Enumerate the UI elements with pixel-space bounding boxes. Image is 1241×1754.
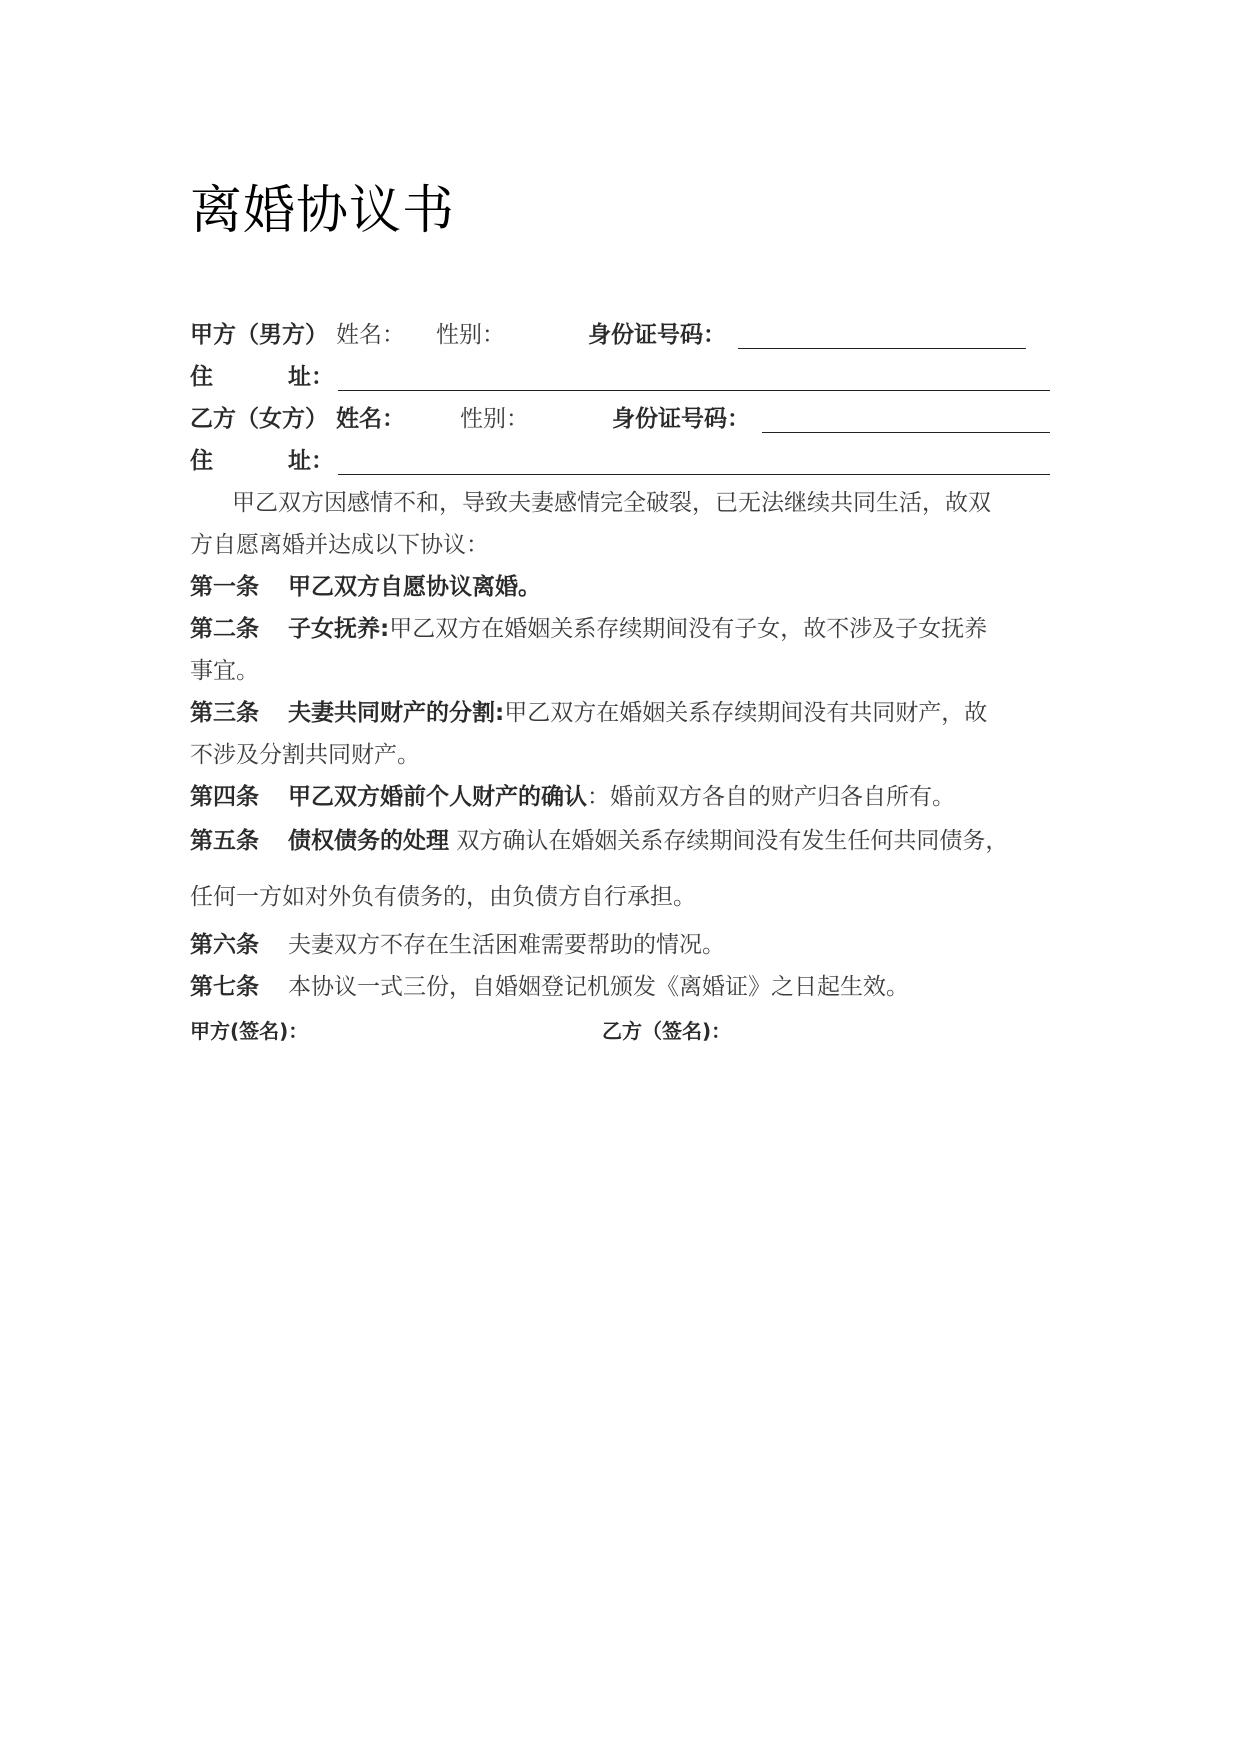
preamble-line-2: 方自愿离婚并达成以下协议： [190,532,489,558]
address-a-underline [338,390,1050,391]
article-6-text: 夫妻双方不存在生活困难需要帮助的情况。 [288,932,725,958]
address-b-label-1: 住 [190,448,213,474]
party-a-label: 甲方（男方） [190,322,328,348]
document-title: 离婚协议书 [190,181,456,241]
article-1-heading: 甲乙双方自愿协议离婚。 [288,574,541,600]
preamble-line-1: 甲乙双方因感情不和，导致夫妻感情完全破裂，已无法继续共同生活，故双 [232,490,991,516]
party-a-gender-label: 性别： [436,322,505,348]
party-b-id-label: 身份证号码： [612,406,750,432]
address-b-label-2: 址： [288,448,334,474]
article-2-cont: 事宜。 [190,658,259,684]
article-5-num: 第五条 [190,828,259,854]
article-5-text: 双方确认在婚姻关系存续期间没有发生任何共同债务， [456,828,1009,854]
article-4-text: 婚前双方各自的财产归各自所有。 [610,784,955,810]
party-b-gender-label: 性别： [460,406,529,432]
article-3-num: 第三条 [190,700,259,726]
address-a-label-1: 住 [190,364,213,390]
address-b-underline [338,474,1050,475]
article-6-num: 第六条 [190,932,259,958]
article-3-cont: 不涉及分割共同财产。 [190,742,420,768]
address-a-label-2: 址： [288,364,334,390]
article-2-num: 第二条 [190,616,259,642]
article-1-num: 第一条 [190,574,259,600]
document-page [190,0,1060,1754]
article-2-sep: : [380,616,390,642]
article-7-text: 本协议一式三份，自婚姻登记机颁发《离婚证》之日起生效。 [288,974,909,1000]
party-b-name-label: 姓名： [336,406,405,432]
party-a-signature-label: 甲方(签名)： [190,1019,309,1043]
party-a-id-label: 身份证号码： [588,322,726,348]
article-5-heading: 债权债务的处理 [288,828,449,854]
article-4-num: 第四条 [190,784,259,810]
article-3-sep: : [495,700,505,726]
party-b-signature-label: 乙方（签名)： [602,1019,732,1043]
party-b-label: 乙方（女方） [190,406,328,432]
article-5-cont: 任何一方如对外负有债务的，由负债方自行承担。 [190,884,696,910]
article-2-heading: 子女抚养 [288,616,380,642]
article-7-num: 第七条 [190,974,259,1000]
article-4-heading: 甲乙双方婚前个人财产的确认 [288,784,587,810]
article-3-text: 甲乙双方在婚姻关系存续期间没有共同财产，故 [504,700,988,726]
article-3-heading: 夫妻共同财产的分割 [288,700,495,726]
party-a-id-underline [738,348,1026,349]
article-4-sep: ： [587,784,610,810]
party-b-id-underline [762,432,1050,433]
party-a-name-label: 姓名： [336,322,405,348]
article-2-text: 甲乙双方在婚姻关系存续期间没有子女，故不涉及子女抚养 [389,616,988,642]
